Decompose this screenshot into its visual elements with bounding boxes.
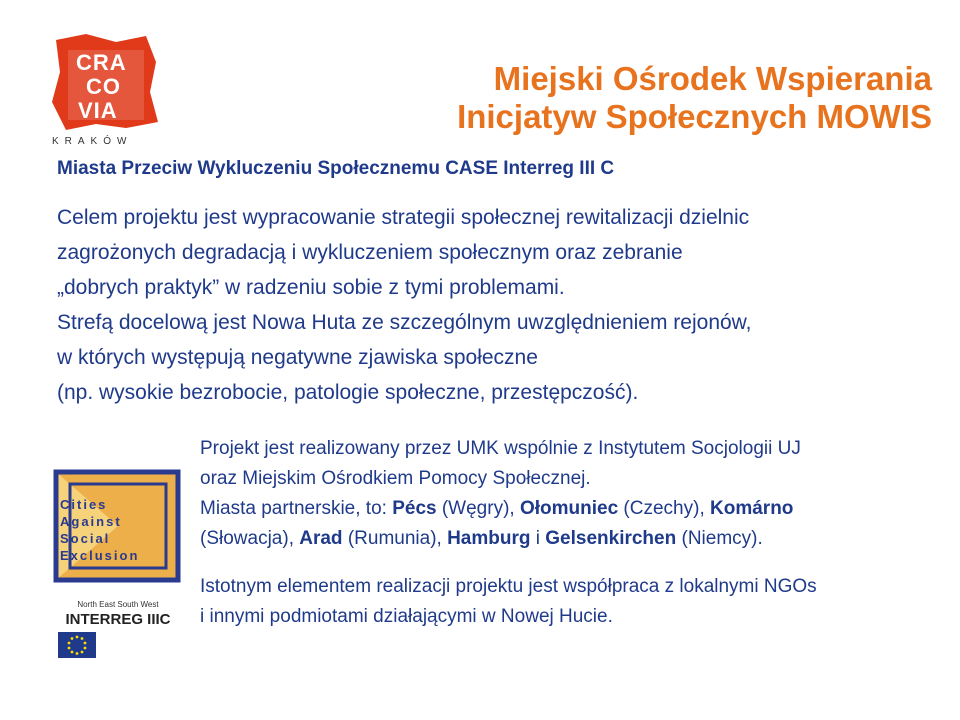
details-paragraph <box>200 434 930 632</box>
conjunction-text: i <box>530 528 546 549</box>
title-line-1: Miejski Ośrodek Wspierania <box>493 60 932 97</box>
intro-line: Celem projektu jest wypracowanie strategii społecznej rewitalizacji dzielnic <box>57 206 750 229</box>
case-word: Exclusion <box>60 548 140 563</box>
intro-line: Strefą docelową jest Nowa Huta ze szczególnym uwzględnieniem rejonów, <box>57 311 752 334</box>
country-text: (Rumunia), <box>342 528 448 549</box>
page-title <box>457 60 932 136</box>
case-word: Against <box>60 514 122 529</box>
intro-line: „dobrych praktyk” w radzeniu sobie z tymi problemami. <box>57 276 565 299</box>
logo-text-co: CO <box>86 74 121 99</box>
intro-line: w których występują negatywne zjawiska społeczne <box>57 346 538 369</box>
interreg-top: North East South West <box>77 600 159 609</box>
city-komarno: Komárno <box>710 498 794 519</box>
country-text: (Węgry), <box>436 498 520 519</box>
case-word: Social <box>60 531 111 546</box>
intro-line: zagrożonych degradacją i wykluczeniem społecznym oraz zebranie <box>57 241 683 264</box>
details-line: oraz Miejskim Ośrodkiem Pomocy Społecznej. <box>200 468 591 489</box>
cracovia-logo <box>46 32 166 152</box>
intro-paragraph <box>57 200 937 410</box>
case-logo <box>48 462 188 590</box>
case-word: Cities <box>60 497 108 512</box>
interreg-name: INTERREG IIIC <box>65 611 171 628</box>
city-gelsenkirchen: Gelsenkirchen <box>545 528 677 549</box>
details-line: Istotnym elementem realizacji projektu jest współpraca z lokalnymi NGOs <box>200 576 817 597</box>
partners-line-1 <box>200 494 930 524</box>
logo-text-via: VIA <box>78 98 118 123</box>
city-hamburg: Hamburg <box>447 528 531 549</box>
country-text: (Czechy), <box>618 498 711 519</box>
details-line: Projekt jest realizowany przez UMK wspólnie z Instytutem Socjologii UJ <box>200 438 801 459</box>
partners-line-2 <box>200 524 930 554</box>
city-olomouc: Ołomuniec <box>519 498 619 519</box>
country-text: (Słowacja), <box>200 528 300 549</box>
city-arad: Arad <box>299 528 343 549</box>
title-line-2: Inicjatyw Społecznych MOWIS <box>457 98 932 135</box>
intro-line: (np. wysokie bezrobocie, patologie społeczne, przestępczość). <box>57 381 639 404</box>
details-line: i innymi podmiotami działającymi w Nowej Hucie. <box>200 606 613 627</box>
partners-prefix: Miasta partnerskie, to: <box>200 498 393 519</box>
logo-text-cra: CRA <box>76 50 127 75</box>
city-pecs: Pécs <box>392 498 437 519</box>
eu-flag-icon <box>58 632 96 658</box>
interreg-logo <box>58 600 178 660</box>
subtitle: Miasta Przeciw Wykluczeniu Społecznemu CASE Interreg III C <box>57 158 615 179</box>
country-text: (Niemcy). <box>676 528 763 549</box>
logo-city: KRAKÓW <box>52 136 133 147</box>
